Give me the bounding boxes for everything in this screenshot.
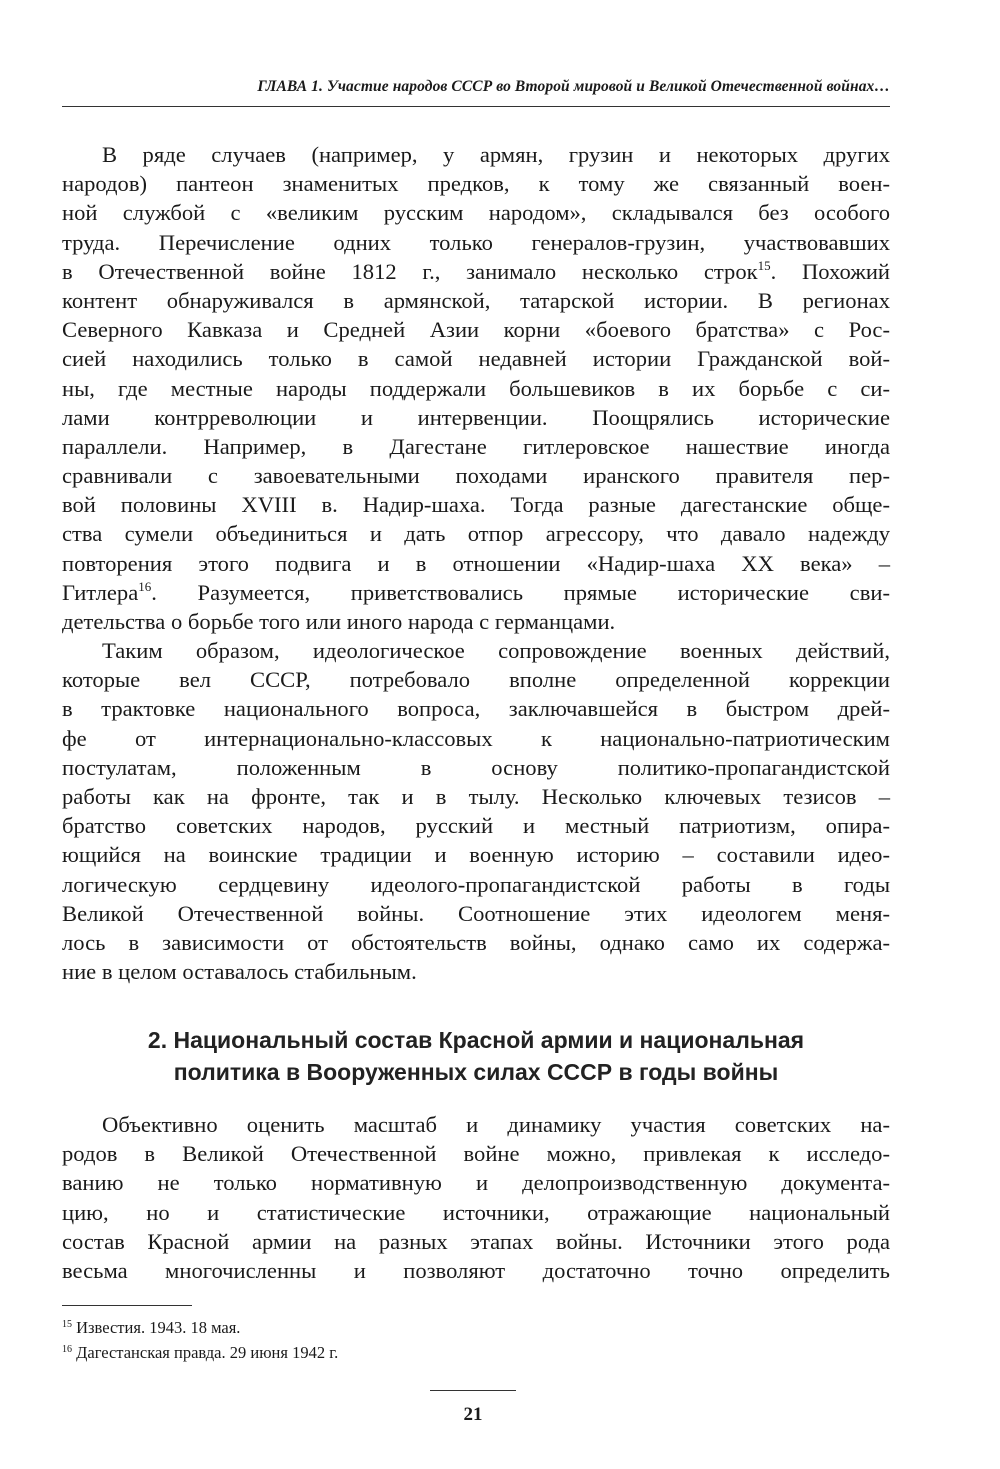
text-line: ванию не только нормативную и делопроизводственную документа-	[62, 1170, 890, 1196]
text-line: работы как на фронте, так и в тылу. Несколько ключевых тезисов –	[62, 783, 890, 809]
text-line: логическую сердцевину идеолого-пропагандистской работы в годы	[62, 871, 890, 897]
text-fragment: . Разумеется, приветствовались прямые исторические сви-	[151, 579, 890, 605]
text-line: труда. Перечисление одних только генералов-грузин, участвовавших	[62, 229, 890, 255]
text-fragment: в Отечественной войне 1812 г., занимало несколько строк	[62, 258, 758, 284]
text-line: лось в зависимости от обстоятельств войны, однако само их содержа-	[62, 929, 890, 955]
text-line: состав Красной армии на разных этапах войны. Источники этого рода	[62, 1228, 890, 1254]
text-line: детельства о борьбе того или иного народа с германцами.	[62, 609, 616, 634]
running-title: ГЛАВА 1. Участие народов СССР во Второй мировой и Великой Отечественной войнах…	[257, 78, 890, 95]
text-line: параллели. Например, в Дагестане гитлеровское нашествие иногда	[62, 433, 890, 459]
page-number-rule	[430, 1390, 516, 1391]
text-line: ны, где местные народы поддержали большевиков в их борьбе с си-	[62, 375, 890, 401]
text-line: родов в Великой Отечественной войне можно, привлекая к исследо-	[62, 1141, 890, 1167]
text-line: братство советских народов, русский и местный патриотизм, опира-	[62, 813, 890, 839]
text-line: сией находились только в самой недавней истории Гражданской вой-	[62, 346, 890, 372]
footnote-ref: 16	[138, 578, 152, 594]
footnote-15	[62, 1318, 240, 1338]
text-line: народов) пантеон знаменитых предков, к тому же связанный воен-	[62, 171, 890, 197]
text-line: Северного Кавказа и Средней Азии корни «боевого братства» с Рос-	[62, 317, 890, 343]
text-line: Объективно оценить масштаб и динамику участия советских на-	[102, 1112, 890, 1137]
text-line: ющийся на воинские традиции и военную историю – составили идео-	[62, 842, 890, 868]
text-line: Великой Отечественной войны. Соотношение этих идеологем меня-	[62, 900, 890, 926]
paragraph-3	[62, 1110, 890, 1285]
text-line: постулатам, положенным в основу политико-пропагандистской	[62, 754, 890, 780]
text-line: цию, но и статистические источники, отражающие национальный	[62, 1199, 890, 1225]
text-line	[62, 257, 890, 286]
text-line: В ряде случаев (например, у армян, грузин и некоторых других	[102, 142, 890, 167]
text-line: ства сумели объединиться и дать отпор агрессору, что давало надежду	[62, 521, 890, 547]
text-line: ной службой с «великим русским народом», складывался без особого	[62, 200, 890, 226]
paragraph-1	[62, 140, 890, 636]
page-number: 21	[463, 1404, 483, 1425]
text-fragment: Гитлера	[62, 579, 139, 605]
footnote-marker: 15	[62, 1319, 72, 1330]
section-heading	[62, 1024, 890, 1088]
text-line: лами контрреволюции и интервенции. Поощрялись исторические	[62, 404, 890, 430]
text-line: фе от интернационально-классовых к национально-патриотическим	[62, 725, 890, 751]
text-line: весьма многочисленны и позволяют достаточно точно определить	[62, 1257, 890, 1283]
footnote-separator	[62, 1305, 192, 1306]
text-line: ние в целом оставалось стабильным.	[62, 959, 417, 985]
header-rule	[62, 106, 890, 107]
text-line: которые вел СССР, потребовало вполне определенной коррекции	[62, 667, 890, 693]
section-heading-line: 2. Национальный состав Красной армии и национальная	[147, 1027, 805, 1053]
text-line: сравнивали с завоевательными походами иранского правителя пер-	[62, 463, 890, 489]
section-heading-line: политика в Вооруженных силах СССР в годы войны	[173, 1059, 779, 1085]
text-line: контент обнаруживался в армянской, татарской истории. В регионах	[62, 287, 890, 313]
footnote-ref: 15	[757, 257, 771, 273]
footnote-16	[62, 1343, 338, 1363]
text-line: в трактовке национального вопроса, заключавшейся в быстром дрей-	[62, 696, 890, 722]
footnote-marker: 16	[62, 1344, 72, 1355]
text-line: повторения этого подвига и в отношении «Надир-шаха XX века» –	[62, 550, 890, 576]
paragraph-2	[62, 636, 890, 986]
text-fragment: . Похожий	[770, 258, 891, 284]
text-line	[62, 578, 890, 607]
text-line: вой половины XVIII в. Надир-шаха. Тогда разные дагестанские обще-	[62, 492, 890, 518]
footnote-text: Дагестанская правда. 29 июня 1942 г.	[76, 1343, 339, 1362]
text-line: Таким образом, идеологическое сопровождение военных действий,	[102, 638, 890, 663]
footnote-text: Известия. 1943. 18 мая.	[76, 1318, 241, 1337]
